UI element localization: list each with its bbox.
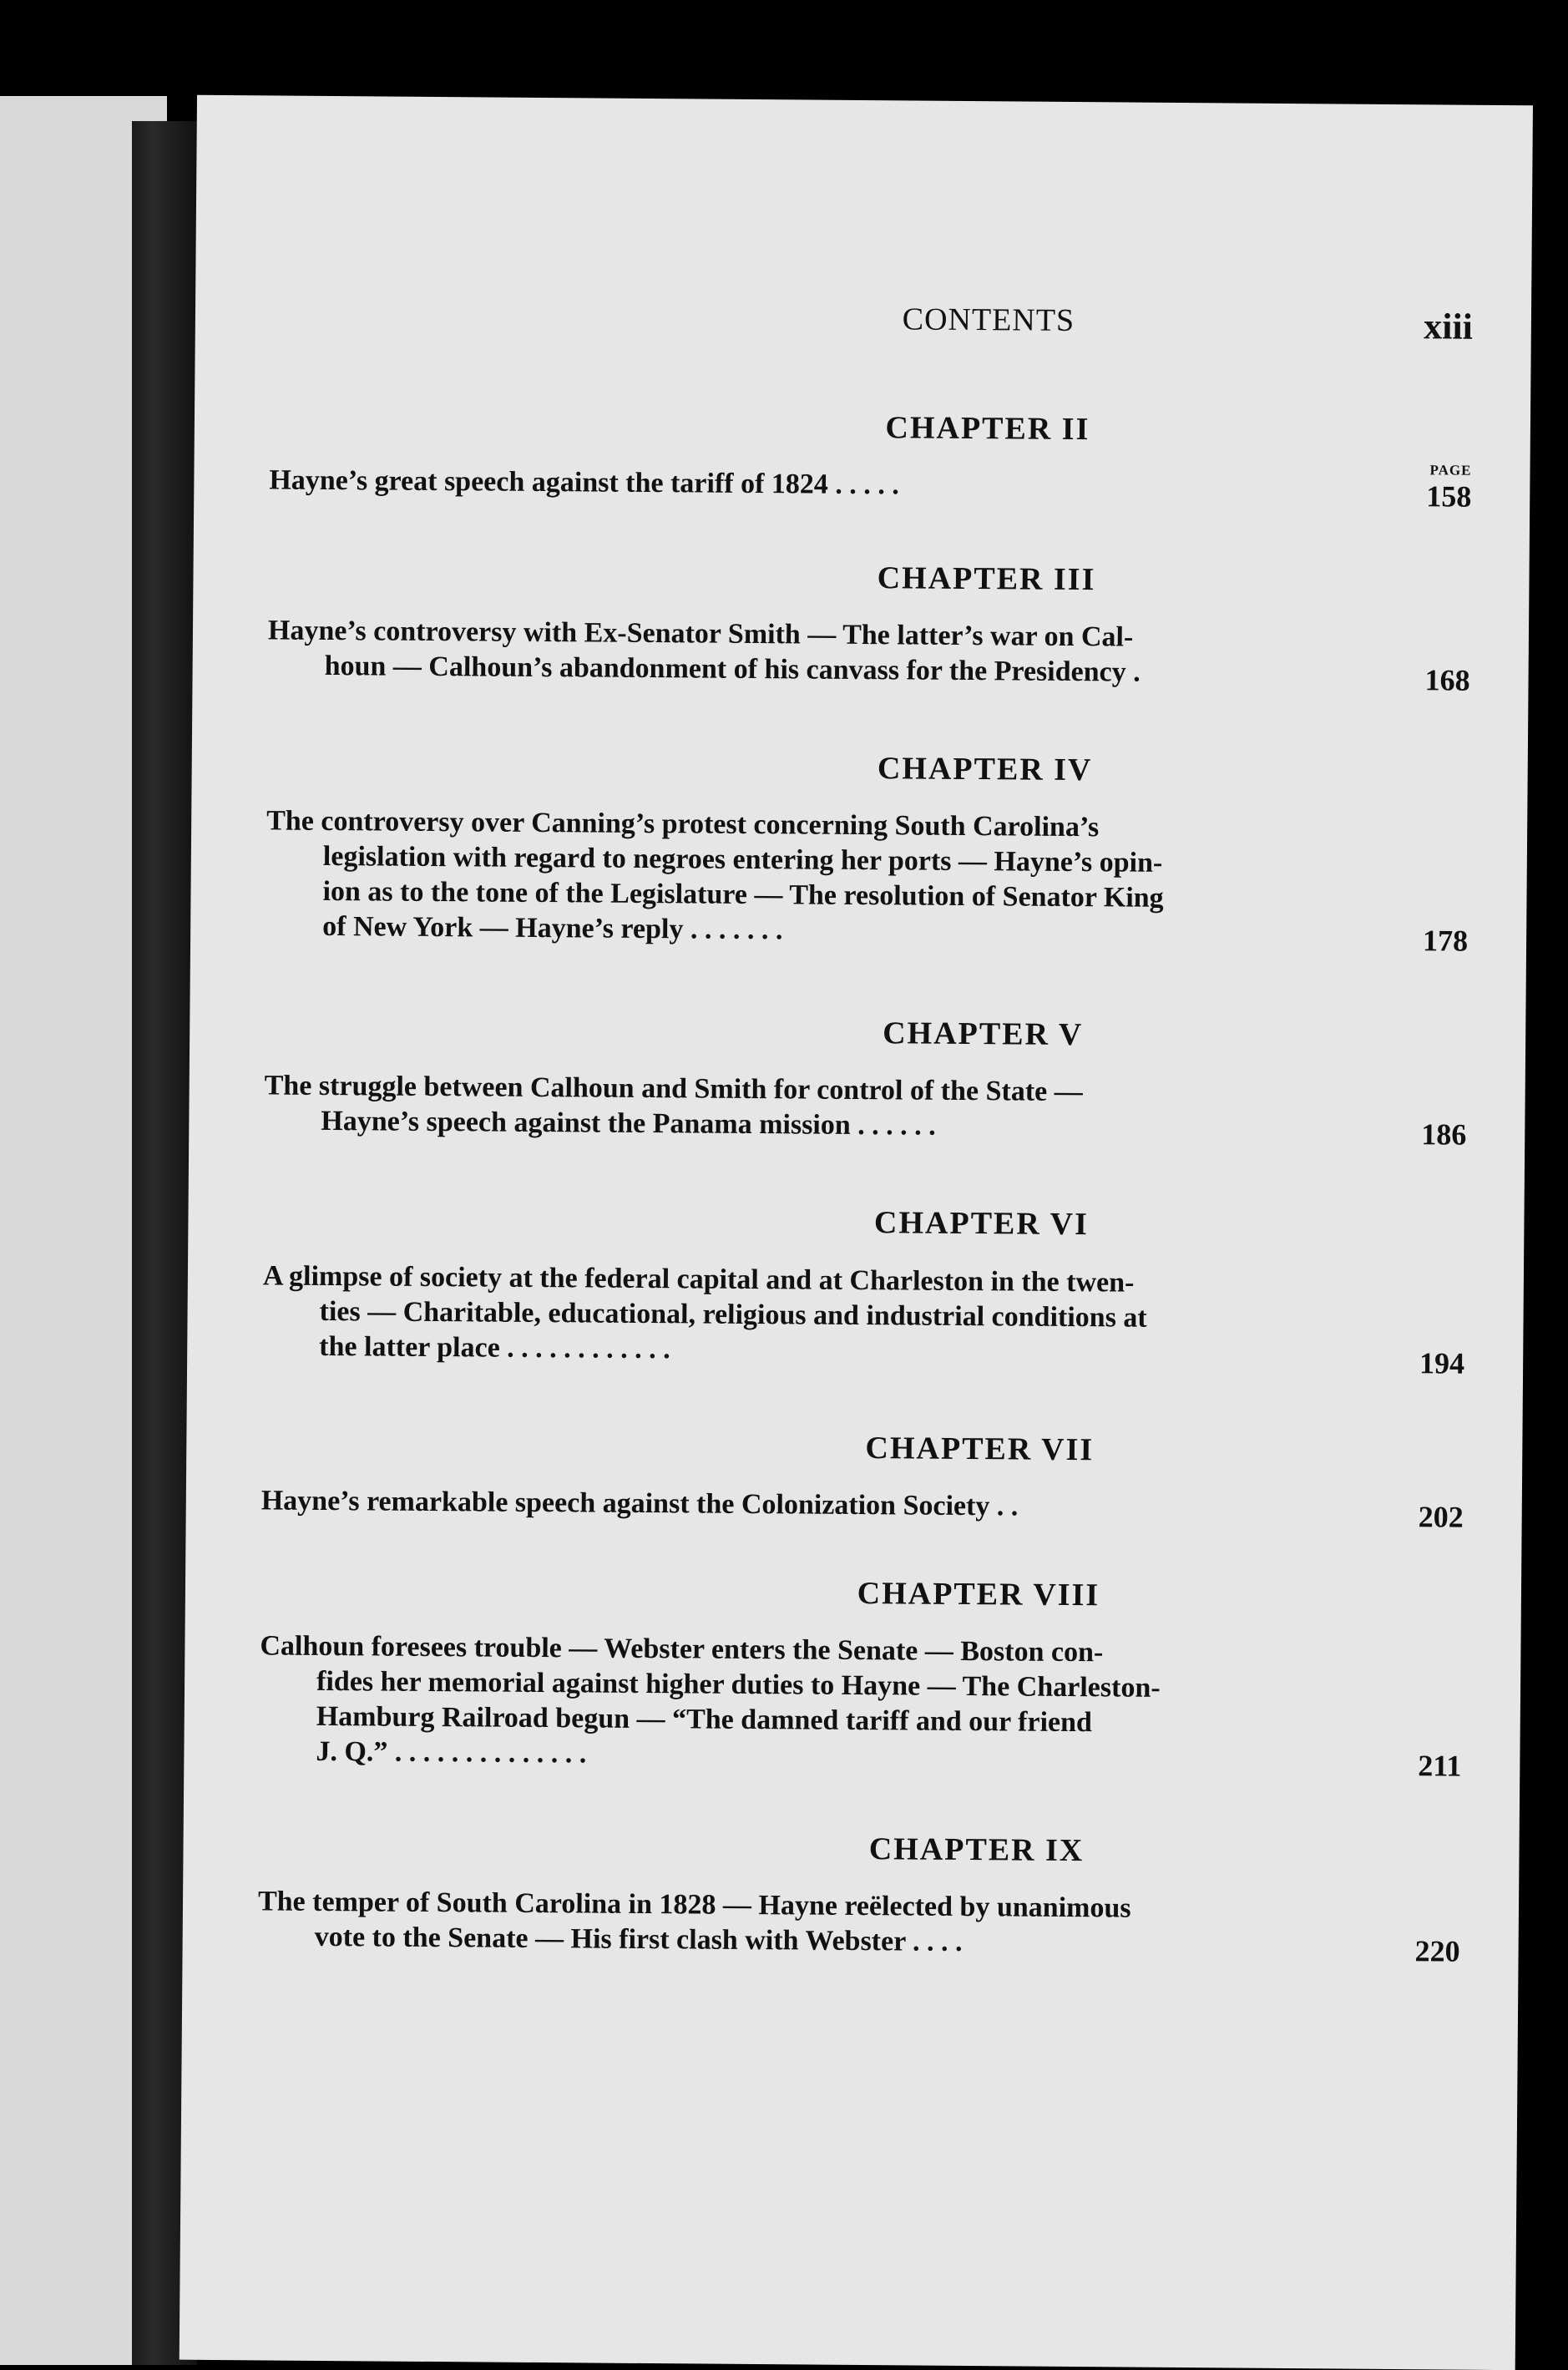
- chapter-entry: [261, 1483, 1230, 1526]
- entry-page-number: 158: [1426, 479, 1472, 514]
- chapter-entry: [258, 1884, 1227, 1962]
- entry-line: fides her memorial against higher duties to Hayne — The Charleston-: [316, 1665, 1161, 1704]
- entry-line: Hayne’s controversy with Ex-Senator Smith — The latter’s war on Cal-: [267, 615, 1134, 653]
- entry-line: of New York — Hayne’s reply . . . . . . .: [322, 910, 783, 946]
- chapter-heading: CHAPTER III: [877, 560, 1096, 598]
- chapter-heading: CHAPTER VI: [873, 1205, 1090, 1243]
- entry-line: The struggle between Calhoun and Smith for control of the State —: [264, 1070, 1083, 1108]
- entry-page-number: 178: [1422, 924, 1469, 958]
- chapter-heading: CHAPTER II: [885, 410, 1090, 448]
- running-head-title: CONTENTS: [902, 301, 1075, 338]
- entry-line: legislation with regard to negroes entering her ports — Hayne’s opin-: [322, 840, 1163, 879]
- chapter-entry: [266, 803, 1235, 951]
- entry-line: J. Q.” . . . . . . . . . . . . . .: [316, 1735, 587, 1770]
- entry-line: ties — Charitable, educational, religious and industrial conditions at: [319, 1295, 1147, 1334]
- chapter-heading: CHAPTER V: [883, 1015, 1084, 1053]
- entry-line: houn — Calhoun’s abandonment of his canvass for the Presidency .: [324, 650, 1141, 688]
- entry-line: The temper of South Carolina in 1828 — Hayne reëlected by unanimous: [257, 1886, 1131, 1924]
- running-head-page-number: xiii: [1424, 306, 1474, 347]
- entry-line: The controversy over Canning’s protest concerning South Carolina’s: [266, 805, 1100, 843]
- entry-line: Calhoun foresees trouble — Webster enters the Senate — Boston con-: [260, 1630, 1104, 1669]
- page-column-label: PAGE: [1429, 462, 1472, 479]
- entry-page-number: 168: [1424, 663, 1470, 697]
- entry-line: Hamburg Railroad begun — “The damned tariff and our friend: [316, 1700, 1093, 1739]
- chapter-entry: [264, 1068, 1233, 1146]
- entry-page-number: 211: [1418, 1749, 1462, 1783]
- chapter-entry: [262, 1258, 1232, 1371]
- chapter-entry: [267, 613, 1237, 691]
- entry-line: Hayne’s speech against the Panama mission . . . . . .: [321, 1105, 936, 1142]
- chapter-entry: [269, 463, 1237, 505]
- entry-page-number: 186: [1421, 1117, 1467, 1152]
- chapter-heading: CHAPTER VIII: [857, 1575, 1100, 1613]
- contents-page: [180, 95, 1533, 2370]
- chapter-entry: [259, 1628, 1228, 1776]
- entry-line: the latter place . . . . . . . . . . . .: [319, 1330, 670, 1365]
- entry-line: Hayne’s remarkable speech against the Colonization Society . .: [260, 1485, 1019, 1522]
- chapter-heading: CHAPTER VII: [865, 1431, 1095, 1468]
- chapter-heading: CHAPTER IX: [868, 1831, 1085, 1869]
- chapter-heading: CHAPTER IV: [877, 751, 1093, 788]
- entry-page-number: 202: [1418, 1500, 1464, 1534]
- entry-line: vote to the Senate — His first clash with Webster . . . .: [314, 1921, 963, 1957]
- entry-line: ion as to the tone of the Legislature — The resolution of Senator King: [322, 875, 1164, 914]
- entry-page-number: 220: [1414, 1934, 1460, 1968]
- entry-line: Hayne’s great speech against the tariff of 1824 . . . . .: [269, 464, 900, 501]
- entry-line: A glimpse of society at the federal capital and at Charleston in the twen-: [262, 1260, 1135, 1299]
- entry-page-number: 194: [1419, 1346, 1465, 1380]
